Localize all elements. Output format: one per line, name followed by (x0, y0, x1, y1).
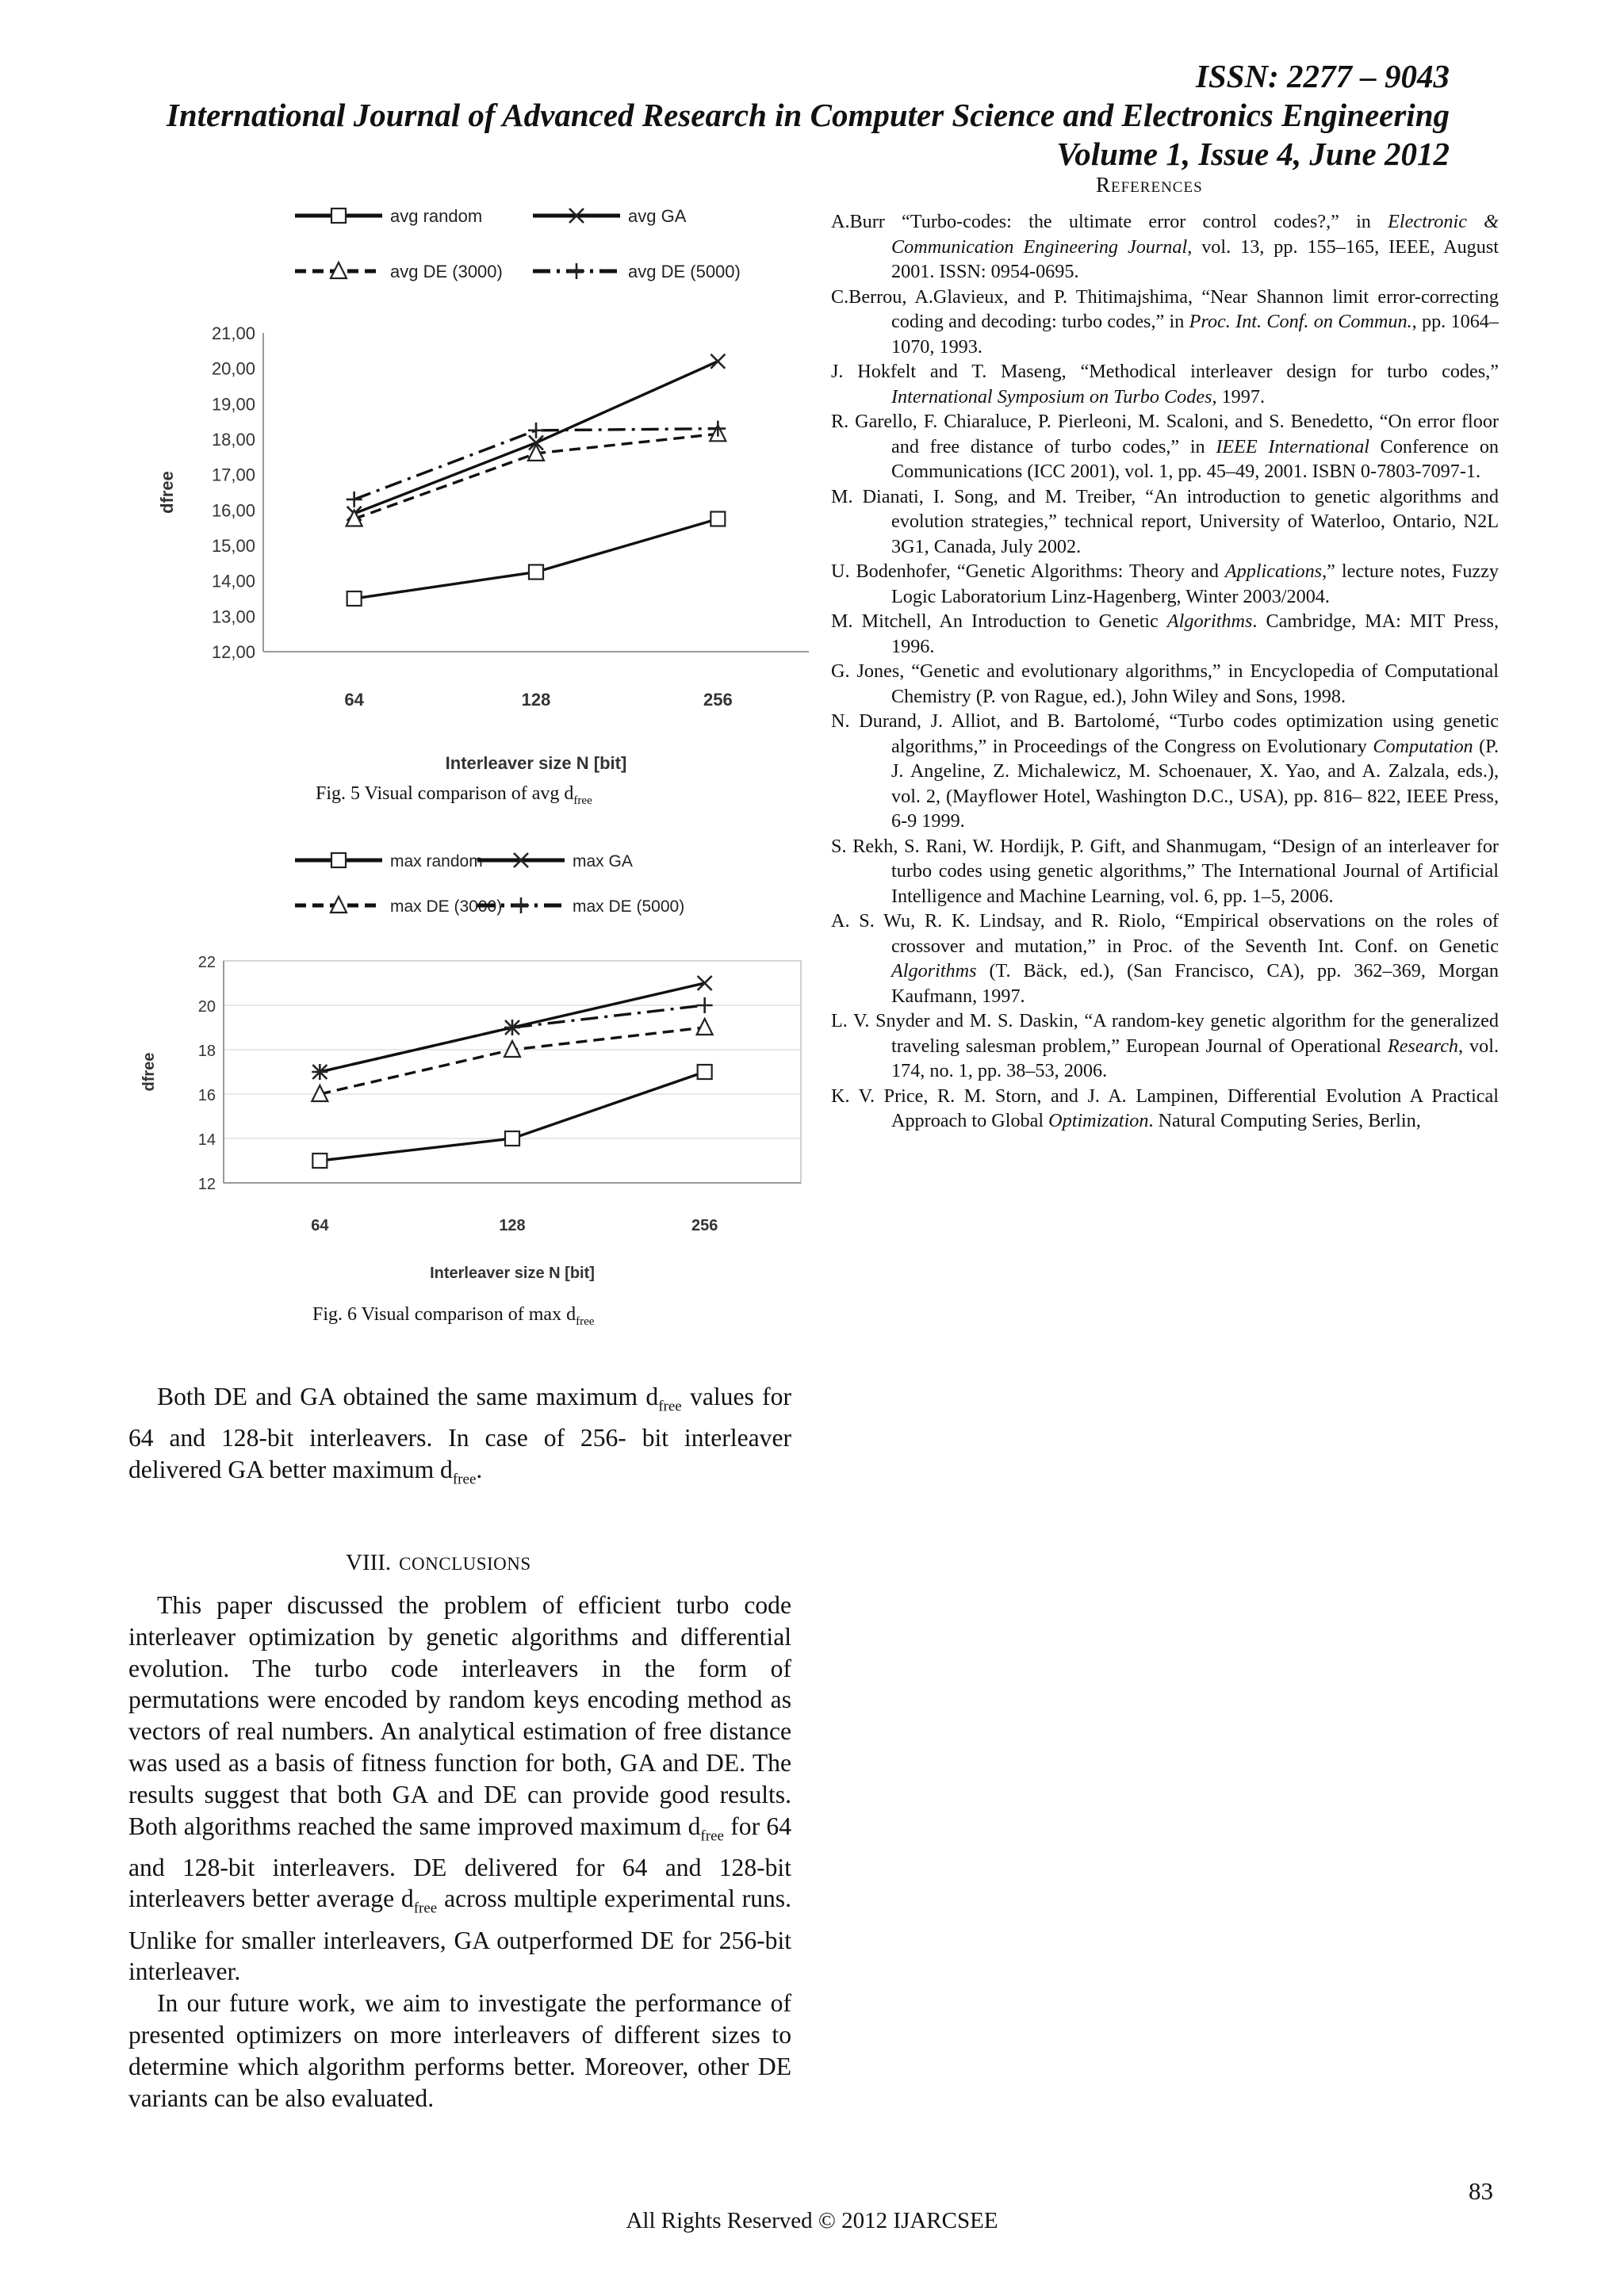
legend-entry (477, 897, 684, 916)
x-tick-label: 256 (703, 690, 733, 710)
x-tick-label: 64 (344, 690, 364, 710)
y-tick-label: 12 (197, 1176, 216, 1193)
data-point (710, 354, 725, 369)
section-title: CONCLUSIONS (399, 1554, 531, 1574)
legend-label: avg DE (5000) (628, 262, 741, 281)
section-number: VIII. (346, 1550, 392, 1575)
y-tick-label: 22 (197, 954, 216, 971)
legend-entry (533, 262, 741, 281)
y-tick-label: 14,00 (211, 571, 255, 591)
x-tick-label: 128 (499, 1217, 526, 1234)
y-axis-label: dfree (140, 1052, 158, 1092)
references-heading: References (1096, 173, 1203, 197)
y-tick-label: 18,00 (211, 430, 255, 450)
series-max-de-5000- (312, 997, 712, 1080)
legend-label: avg GA (628, 206, 687, 226)
reference-item: S. Rekh, S. Rani, W. Hordijk, P. Gift, and Shanmugam, “Design of an interleaver for turbo codes using genetic algorithms,” The International Journal of Artificial Intelligence and Machine Learning, vol. 6, pp. 1–5, 2006. (831, 835, 1499, 907)
legend-label: max DE (3000) (390, 897, 503, 916)
series-line (354, 519, 718, 599)
legend-entry (295, 206, 482, 226)
legend-label: avg random (390, 206, 483, 226)
data-point (697, 1019, 713, 1035)
data-point (504, 1041, 520, 1057)
legend-marker (513, 897, 529, 913)
issn: ISSN: 2277 – 9043 (1195, 58, 1450, 94)
fig6-caption: Fig. 6 Visual comparison of $\max d_{free}$ (312, 1304, 595, 1328)
series-avg-random (347, 512, 726, 607)
series-avg-de-3000- (347, 425, 726, 526)
reference-item: J. Hokfelt and T. Maseng, “Methodical interleaver design for turbo codes,” International Symposium on Turbo Codes, 1997. (831, 361, 1499, 408)
volume-info: Volume 1, Issue 4, June 2012 (1056, 136, 1450, 172)
y-tick-label: 14 (197, 1131, 216, 1149)
fig5-avg-dfree-chart (159, 190, 825, 777)
x-tick-label: 128 (521, 690, 551, 710)
data-point (312, 1154, 327, 1168)
legend-entry (533, 206, 687, 226)
y-axis-label: dfree (157, 471, 177, 514)
data-point (698, 1065, 712, 1079)
page-number: 83 (1469, 2177, 1493, 2205)
series-max-random (312, 1065, 711, 1168)
y-tick-label: 17,00 (211, 465, 255, 485)
fig6-max-dfree-chart (140, 840, 825, 1292)
reference-item: M. Mitchell, An Introduction to Genetic Algorithms. Cambridge, MA: MIT Press, 1996. (831, 610, 1499, 657)
legend-entry (295, 852, 483, 871)
conclusions-body (128, 1590, 791, 2114)
series-line (320, 1027, 704, 1094)
x-axis-label: Interleaver size N [bit] (430, 1265, 595, 1282)
legend-label: max DE (5000) (573, 897, 685, 916)
data-point (347, 591, 362, 606)
legend-label: avg DE (3000) (390, 262, 503, 281)
references-list (831, 209, 1499, 1134)
y-tick-label: 16,00 (211, 500, 255, 521)
data-point (347, 492, 362, 507)
journal-header (102, 57, 1450, 174)
data-point (505, 1131, 519, 1146)
legend-label: max GA (573, 852, 633, 871)
legend-entry (477, 852, 633, 871)
section-heading-conclusions (346, 1550, 531, 1576)
data-point (710, 512, 725, 526)
results-paragraph: Both DE and GA obtained the same maximum $d_{free}$ values for 64 and 128-bit interleavers. In case of 256- bit interleaver delivered GA better maximum $d_{free}$. (128, 1383, 791, 1487)
series-line (320, 1005, 704, 1072)
y-tick-label: 20,00 (211, 358, 255, 379)
y-tick-label: 12,00 (211, 642, 255, 662)
reference-item: L. V. Snyder and M. S. Daskin, “A random-key genetic algorithm for the generalized traveling salesman problem,” European Journal of Operational Research, vol. 174, no. 1, pp. 38–53, 2006. (831, 1010, 1499, 1081)
reference-item: A. S. Wu, R. K. Lindsay, and R. Riolo, “Empirical observations on the roles of crossover and mutation,” in Proc. of the Seventh Int. Conf. on Genetic Algorithms (T. Bäck, ed.), (San Francisco, CA), pp. 362–369, Morgan Kaufmann, 1997. (831, 910, 1499, 1007)
legend-entry (295, 262, 503, 281)
legend-marker (331, 209, 346, 223)
legend-marker (569, 263, 584, 279)
conclusions-paragraph-1: This paper discussed the problem of efficient turbo code interleaver optimization by genetic algorithms and differential evolution. The turbo code interleavers in the form of permutations were encoded by random keys encoding method as vectors of real numbers. An analytical estimation of free distance was used as a basis of fitness function for both, GA and DE. The results suggest that both GA and DE can provide good results. Both algorithms reached the same improved maximum $d_{free}$ for 64 and 128-bit interleavers. DE delivered for 64 and 128-bit interleavers better average $d_{free}$ across multiple experimental runs. Unlike for smaller interleavers, GA outperformed DE for 256-bit interleaver. (128, 1591, 791, 1986)
reference-item: M. Dianati, I. Song, and M. Treiber, “An introduction to genetic algorithms and evolution strategies,” technical report, University of Waterloo, Ontario, N2L 3G1, Canada, July 2002. (831, 485, 1499, 557)
y-tick-label: 16 (197, 1087, 216, 1104)
reference-item: C.Berrou, A.Glavieux, and P. Thitimajshima, “Near Shannon limit error-correcting coding and decoding: turbo codes,” in Proc. Int. Conf. on Commun., pp. 1064–1070, 1993. (831, 285, 1499, 358)
conclusions-paragraph-2: In our future work, we aim to investigate the performance of presented optimizers on more interleavers of different sizes to determine which algorithm performs better. Moreover, other DE variants can be also evaluated. (128, 1989, 791, 2112)
x-tick-label: 256 (691, 1217, 718, 1234)
data-point (697, 997, 713, 1013)
legend-marker (331, 853, 346, 867)
y-tick-label: 21,00 (211, 323, 255, 343)
plot-frame (224, 961, 801, 1183)
legend-entry (295, 897, 502, 916)
reference-item: N. Durand, J. Alliot, and B. Bartolomé, “Turbo codes optimization using genetic algorithms,” in Proceedings of the Congress on Evolutionary Computation (P. J. Angeline, Z. Michalewicz, M. Schoenauer, X. Yao, and A. Zalzala, eds.), vol. 2, (Mayflower Hotel, Washington D.C., USA), pp. 816– 822, IEEE Press, 6-9 1999. (831, 710, 1499, 832)
reference-item: G. Jones, “Genetic and evolutionary algorithms,” in Encyclopedia of Computational Chemistry (P. von Rague, ed.), John Wiley and Sons, 1998. (831, 660, 1499, 707)
reference-item: R. Garello, F. Chiaraluce, P. Pierleoni, M. Scaloni, and S. Benedetto, “On error floor and free distance of turbo codes,” in IEEE International Conference on Communications (ICC 2001), vol. 1, pp. 45–49, 2001. ISBN 0-7803-7097-1. (831, 411, 1500, 482)
y-tick-label: 19,00 (211, 394, 255, 415)
reference-item: U. Bodenhofer, “Genetic Algorithms: Theory and Applications,” lecture notes, Fuzzy Logic Laboratorium Linz-Hagenberg, Winter 2003/2004. (831, 561, 1499, 607)
fig5-caption: Fig. 5 Visual comparison of avg $d_{free}$ (316, 783, 592, 807)
reference-item: A.Burr “Turbo-codes: the ultimate error control codes?,” in Electronic & Communication Engineering Journal, vol. 13, pp. 155–165, IEEE, August 2001. ISSN: 0954-0695. (831, 211, 1499, 282)
x-tick-label: 64 (311, 1217, 329, 1234)
footer-copyright: All Rights Reserved © 2012 IJARCSEE (626, 2208, 998, 2233)
series-line (320, 1072, 704, 1161)
y-tick-label: 18 (197, 1043, 216, 1060)
y-tick-label: 15,00 (211, 536, 255, 556)
x-axis-label: Interleaver size N [bit] (445, 753, 627, 773)
data-point (529, 565, 543, 580)
legend-label: max random (390, 852, 483, 871)
journal-title: International Journal of Advanced Research in Computer Science and Electronics Engineering (166, 97, 1450, 133)
y-tick-label: 20 (197, 998, 216, 1016)
reference-item: K. V. Price, R. M. Storn, and J. A. Lampinen, Differential Evolution A Practical Approach to Global Optimization. Natural Computing Series, Berlin, (831, 1085, 1499, 1131)
y-tick-label: 13,00 (211, 607, 255, 627)
